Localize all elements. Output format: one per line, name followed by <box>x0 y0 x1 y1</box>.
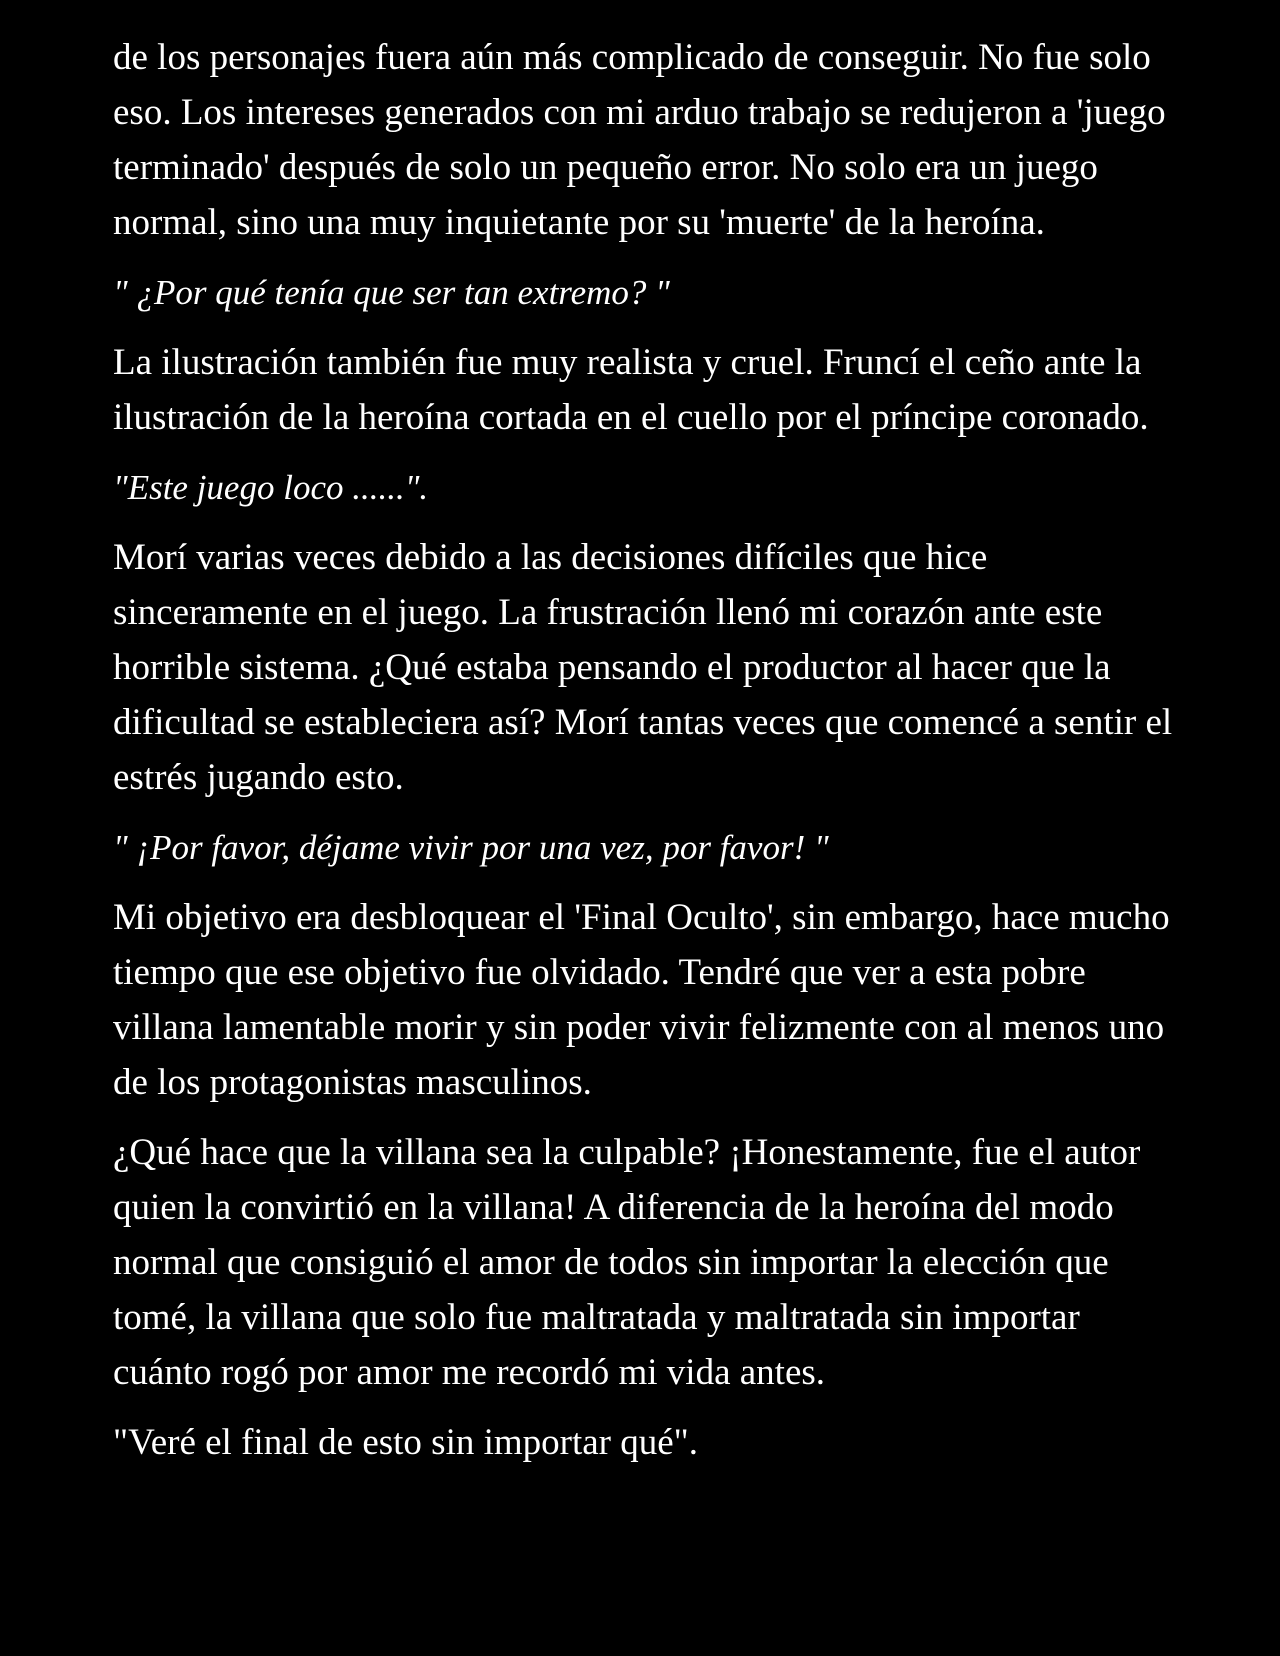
dialogue-line-3: " ¡Por favor, déjame vivir por una vez, por favor! " <box>113 828 829 867</box>
paragraph-4: Mi objetivo era desbloquear el 'Final Oculto', sin embargo, hace mucho tiempo que ese objetivo fue olvidado. Tendré que ver a esta pobre villana lamentable morir y sin poder vivir felizmente con al menos uno de los protagonistas masculinos. <box>113 897 1170 1103</box>
paragraph-2: La ilustración también fue muy realista y cruel. Fruncí el ceño ante la ilustración de la heroína cortada en el cuello por el príncipe coronado. <box>113 342 1149 438</box>
dialogue-line-2: "Este juego loco ......". <box>113 468 429 507</box>
paragraph-6: "Veré el final de esto sin importar qué". <box>113 1422 699 1463</box>
dialogue-line-1: " ¿Por qué tenía que ser tan extremo? " <box>113 273 670 312</box>
paragraph-1: de los personajes fuera aún más complicado de conseguir. No fue solo eso. Los intereses generados con mi arduo trabajo se redujeron a 'juego terminado' después de solo un pequeño error. No solo era un juego normal, sino una muy inquietante por su 'muerte' de la heroína. <box>113 37 1166 243</box>
paragraph-5: ¿Qué hace que la villana sea la culpable? ¡Honestamente, fue el autor quien la convirtió en la villana! A diferencia de la heroína del modo normal que consiguió el amor de todos sin importar la elección que tomé, la villana que solo fue maltratada y maltratada sin importar cuánto rogó por amor me recordó mi vida antes. <box>113 1132 1141 1393</box>
document-page <box>113 30 1173 1485</box>
paragraph-3: Morí varias veces debido a las decisiones difíciles que hice sinceramente en el juego. La frustración llenó mi corazón ante este horrible sistema. ¿Qué estaba pensando el productor al hacer que la dificultad se estableciera así? Morí tantas veces que comencé a sentir el estrés jugando esto. <box>113 537 1173 798</box>
